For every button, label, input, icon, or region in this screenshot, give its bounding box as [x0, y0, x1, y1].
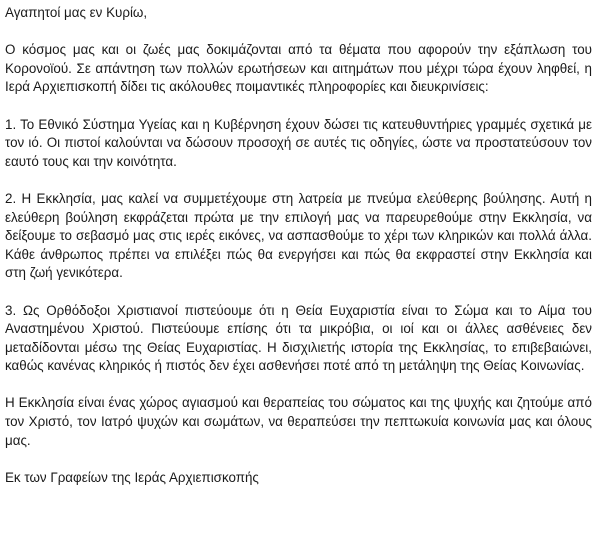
point-2-paragraph: 2. Η Εκκλησία, μας καλεί να συμμετέχουμε στη λατρεία με πνεύμα ελεύθερης βούλησης. Αυτή η ελεύθερη βούληση εκφράζεται πρώτα με την επιλογή μας να παρευρεθούμε στην Εκκλησία, να δείξουμε το σεβασμό μας στις ιερές εικόνες, να ασπασθούμε το χέρι των κληρικών και πολλά άλλα. Κάθε άνθρωπος πρέπει να επιλέξει πώς θα ενεργήσει και πώς θα εκφραστεί στην Εκκλησία και στη ζωή γενικότερα.	[5, 190, 592, 281]
intro-paragraph: Ο κόσμος μας και οι ζωές μας δοκιμάζονται από τα θέματα που αφορούν την εξάπλωση του Κορονοϊού. Σε απάντηση των πολλών ερωτήσεων και αιτημάτων που μέχρι τώρα έχουν ληφθεί, η Ιερά Αρχιεπισκοπή δίδει τις ακόλουθες ποιμαντικές πληροφορίες και διευκρινίσεις:	[5, 42, 592, 95]
letter-document	[5, 4, 592, 506]
point-1-paragraph: 1. Το Εθνικό Σύστημα Υγείας και η Κυβέρνηση έχουν δώσει τις κατευθυντήριες γραμμές σχετικά με τον ιό. Οι πιστοί καλούνται να δώσουν προσοχή σε αυτές τις οδηγίες, ώστε να προστατεύσουν τον εαυτό τους και την κοινότητα.	[5, 116, 592, 169]
signature-line: Εκ των Γραφείων της Ιεράς Αρχιεπισκοπής	[5, 469, 259, 485]
salutation: Αγαπητοί μας εν Κυρίω,	[5, 5, 148, 20]
point-3-paragraph: 3. Ως Ορθόδοξοι Χριστιανοί πιστεύουμε ότι η Θεία Ευχαριστία είναι το Σώμα και το Αίμα του Αναστημένου Χριστού. Πιστεύουμε επίσης ότι τα μικρόβια, οι ιοί και οι άλλες ασθένειες δεν μεταδίδονται μέσω της Θείας Ευχαριστίας. Η δισχιλιετής ιστορία της Εκκλησίας, το επιβεβαιώνει, καθώς κανένας κληρικός ή πιστός δεν έχει ασθενήσει ποτέ από τη μετάληψη της Θείας Κοινωνίας.	[5, 302, 592, 374]
closing-paragraph: Η Εκκλησία είναι ένας χώρος αγιασμού και θεραπείας του σώματος και της ψυχής και ζητούμε από τον Χριστό, τον Ιατρό ψυχών και σωμάτων, να θεραπεύσει την πεπτωκυία κοινωνία μας και όλους μας.	[5, 395, 592, 448]
